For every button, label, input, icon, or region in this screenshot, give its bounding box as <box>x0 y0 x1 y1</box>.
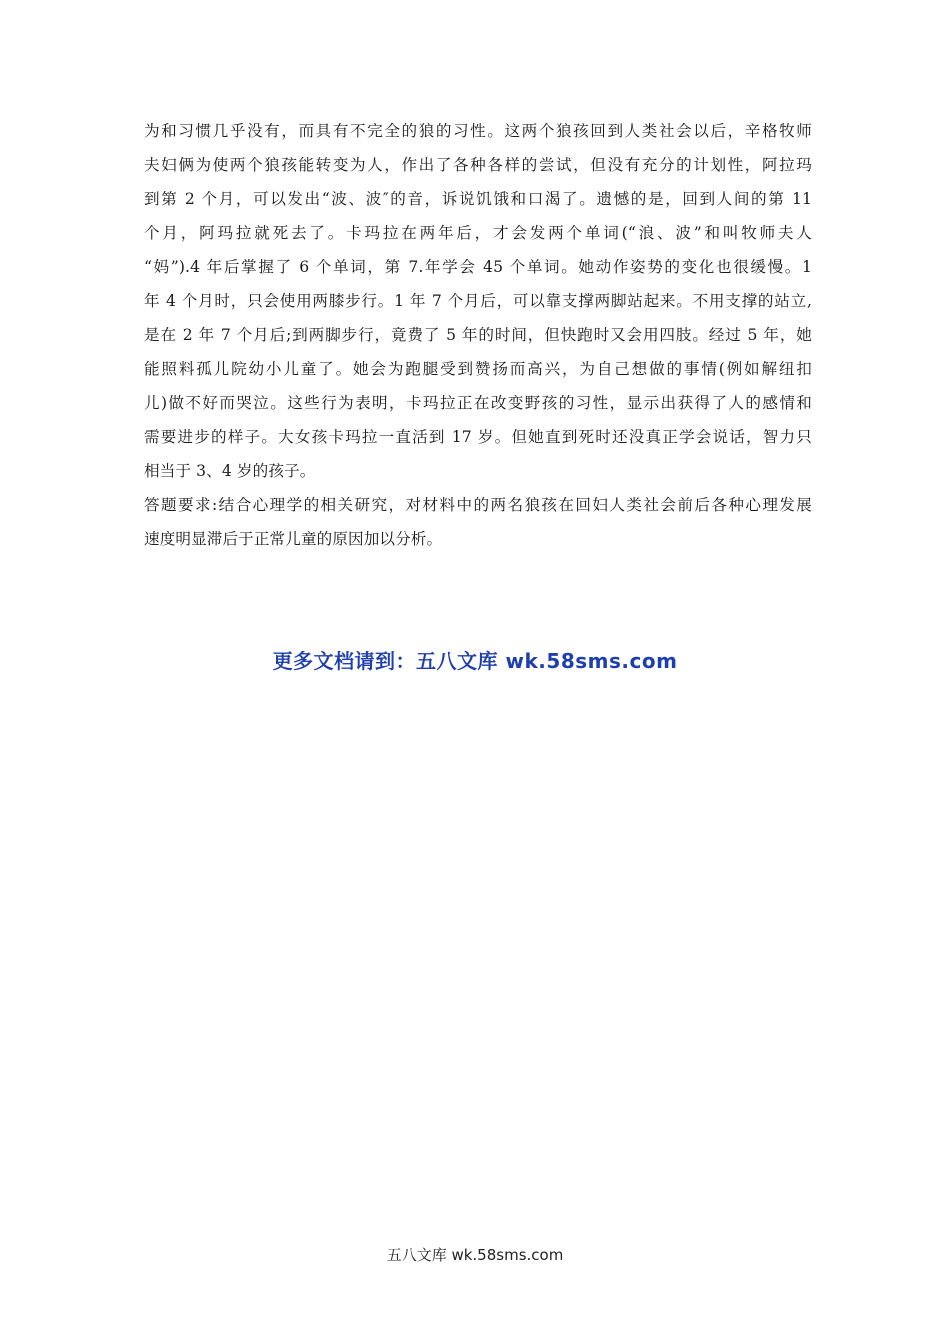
text-line: 夫妇俩为使两个狼孩能转变为人，作出了各种各样的尝试，但没有充分的计划性，阿拉玛 <box>144 156 812 174</box>
page-footer: 五八文库 wk.58sms.com <box>386 1246 564 1264</box>
text-line: 个月，阿玛拉就死去了。卡玛拉在两年后，才会发两个单词(“浪、波”和叫牧师夫人 <box>144 224 812 242</box>
text-line: 能照料孤儿院幼小儿童了。她会为跑腿受到赞扬而高兴，为自己想做的事情(例如解纽扣 <box>144 360 812 378</box>
text-line: 为和习惯几乎没有，而具有不完全的狼的习性。这两个狼孩回到人类社会以后，辛格牧师 <box>144 122 812 140</box>
text-line: 相当于 3、4 岁的孩子。 <box>144 462 316 480</box>
text-line: “妈”).4 年后掌握了 6 个单词，第 7.年学会 45 个单词。她动作姿势的变化也很缓慢。1 <box>144 258 812 276</box>
text-line: 儿)做不好而哭泣。这些行为表明，卡玛拉正在改变野孩的习性，显示出获得了人的感情和 <box>144 394 812 412</box>
promo-link[interactable]: 更多文档请到：五八文库 wk.58sms.com <box>272 649 678 673</box>
text-line: 年 4 个月时，只会使用两膝步行。1 年 7 个月后，可以靠支撑两脚站起来。不用支撑的站立, <box>144 292 812 310</box>
text-line: 是在 2 年 7 个月后;到两脚步行，竟费了 5 年的时间，但快跑时又会用四肢。经过 5 年，她 <box>144 326 812 344</box>
question-requirement-line: 答题要求:结合心理学的相关研究，对材料中的两名狼孩在回妇人类社会前后各种心理发展 <box>144 496 812 514</box>
question-requirement-line: 速度明显滞后于正常儿童的原因加以分析。 <box>144 530 443 548</box>
text-line: 需要进步的样子。大女孩卡玛拉一直活到 17 岁。但她直到死时还没真正学会说话，智力只 <box>144 428 812 446</box>
text-line: 到第 2 个月，可以发出“波、波″的音，诉说饥饿和口渴了。遗憾的是，回到人间的第 11 <box>144 190 812 208</box>
passage-text <box>144 114 812 556</box>
